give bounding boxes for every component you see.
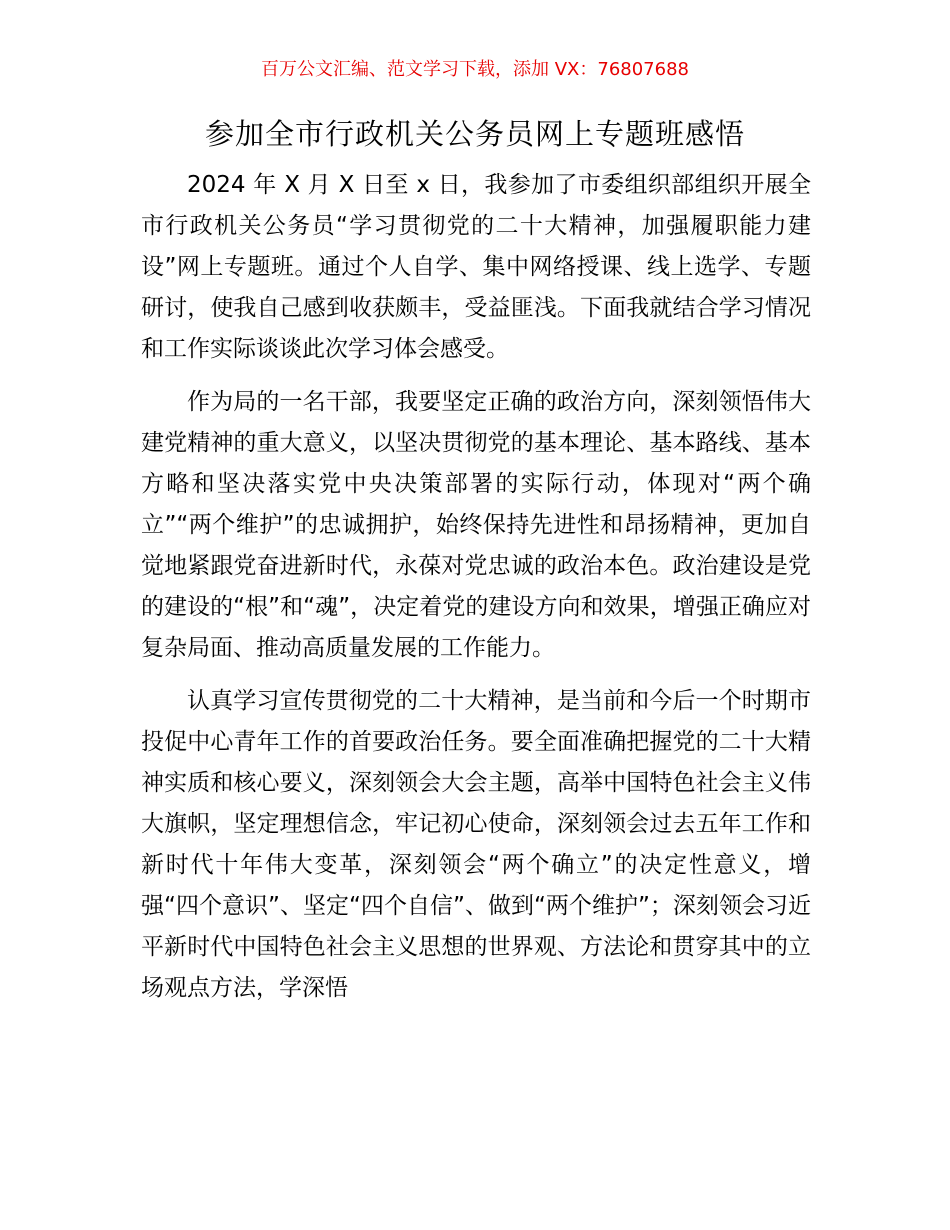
header-banner: 百万公文汇编、范文学习下载，添加 VX：76807688: [261, 59, 689, 80]
paragraph-1: 2024 年 X 月 X 日至 x 日，我参加了市委组织部组织开展全市行政机关公务员“学习贯彻党的二十大精神，加强履职能力建设”网上专题班。通过个人自学、集中网络授课、线上选学、专题研讨，使我自己感到收获颇丰，受益匪浅。下面我就结合学习情况和工作实际谈谈此次学习体会感受。: [141, 172, 811, 362]
document-title: 参加全市行政机关公务员网上专题班感悟: [204, 117, 745, 151]
paragraph-2: 作为局的一名干部，我要坚定正确的政治方向，深刻领悟伟大建党精神的重大意义，以坚决贯彻党的基本理论、基本路线、基本方略和坚决落实党中央决策部署的实际行动，体现对“两个确立”“两个维护”的忠诚拥护，始终保持先进性和昂扬精神，更加自觉地紧跟党奋进新时代，永葆对党忠诚的政治本色。政治建设是党的建设的“根”和“魂”，决定着党的建设方向和效果，增强正确应对复杂局面、推动高质量发展的工作能力。: [141, 389, 811, 661]
paragraph-3: 认真学习宣传贯彻党的二十大精神，是当前和今后一个时期市投促中心青年工作的首要政治任务。要全面准确把握党的二十大精神实质和核心要义，深刻领会大会主题，高举中国特色社会主义伟大旗帜，坚定理想信念，牢记初心使命，深刻领会过去五年工作和新时代十年伟大变革，深刻领会“两个确立”的决定性意义，增强“四个意识”、坚定“四个自信”、做到“两个维护”；深刻领会习近平新时代中国特色社会主义思想的世界观、方法论和贯穿其中的立场观点方法，学深悟: [141, 688, 811, 1001]
document-body: [141, 165, 811, 1021]
